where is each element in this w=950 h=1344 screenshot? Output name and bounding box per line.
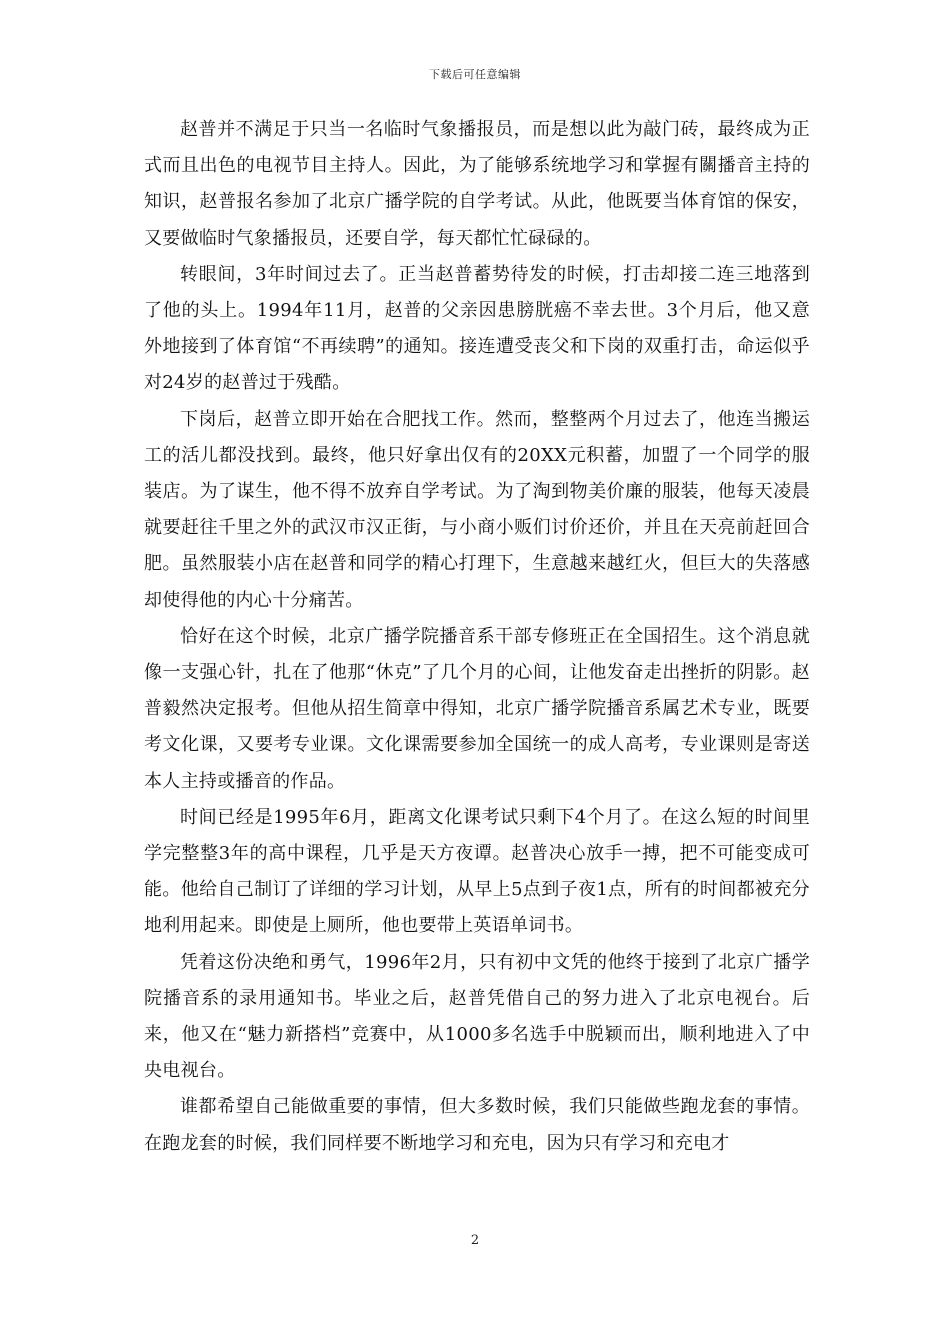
paragraph-7: 谁都希望自己能做重要的事情，但大多数时候，我们只能做些跑龙套的事情。在跑龙套的时候，我们同样要不断地学习和充电，因为只有学习和充电才 xyxy=(144,1096,810,1154)
paragraph-2: 转眼间，3年时间过去了。正当赵普蓄势待发的时候，打击却接二连三地落到了他的头上。1994年11月，赵普的父亲因患膀胱癌不幸去世。3个月后，他又意外地接到了体育馆“不再续聘”的通知。接连遭受丧父和下岗的双重打击，命运似乎对24岁的赵普过于残酷。 xyxy=(144,263,810,394)
paragraph-1: 赵普并不满足于只当一名临时气象播报员，而是想以此为敲门砖，最终成为正式而且出色的电视节目主持人。因此，为了能够系统地学习和掌握有關播音主持的知识，赵普报名参加了北京广播学院的自学考试。从此，他既要当体育馆的保安，又要做临时气象播报员，还要自学，每天都忙忙碌碌的。 xyxy=(144,119,810,249)
page-number: 2 xyxy=(470,1233,480,1248)
page-header: 下载后可任意编辑 xyxy=(429,68,521,81)
paragraph-5: 时间已经是1995年6月，距离文化课考试只剩下4个月了。在这么短的时间里学完整整3年的高中课程，几乎是天方夜谭。赵普决心放手一搏，把不可能变成可能。他给自己制订了详细的学习计划，从早上5点到子夜1点，所有的时间都被充分地利用起来。即使是上厕所，他也要带上英语单词书。 xyxy=(144,806,810,937)
paragraph-4: 恰好在这个时候，北京广播学院播音系干部专修班正在全国招生。这个消息就像一支强心针，扎在了他那“休克”了几个月的心间，让他发奋走出挫折的阴影。赵普毅然决定报考。但他从招生简章中得知，北京广播学院播音系属艺术专业，既要考文化课，又要考专业课。文化课需要参加全国统一的成人高考，专业课则是寄送本人主持或播音的作品。 xyxy=(144,625,810,792)
paragraph-6: 凭着这份决绝和勇气，1996年2月，只有初中文凭的他终于接到了北京广播学院播音系的录用通知书。毕业之后，赵普凭借自己的努力进入了北京电视台。后来，他又在“魅力新搭档”竞赛中，从1000多名选手中脱颖而出，顺利地进入了中央电视台。 xyxy=(144,951,810,1082)
paragraph-3: 下岗后，赵普立即开始在合肥找工作。然而，整整两个月过去了，他连当搬运工的活儿都没找到。最终，他只好拿出仅有的20XX元积蓄，加盟了一个同学的服装店。为了谋生，他不得不放弃自学考试。为了淘到物美价廉的服装，他每天凌晨就要赶往千里之外的武汉市汉正街，与小商小贩们讨价还价，并且在天亮前赶回合肥。虽然服装小店在赵普和同学的精心打理下，生意越来越红火，但巨大的失落感却使得他的内心十分痛苦。 xyxy=(144,408,810,611)
body-text xyxy=(144,112,810,1162)
